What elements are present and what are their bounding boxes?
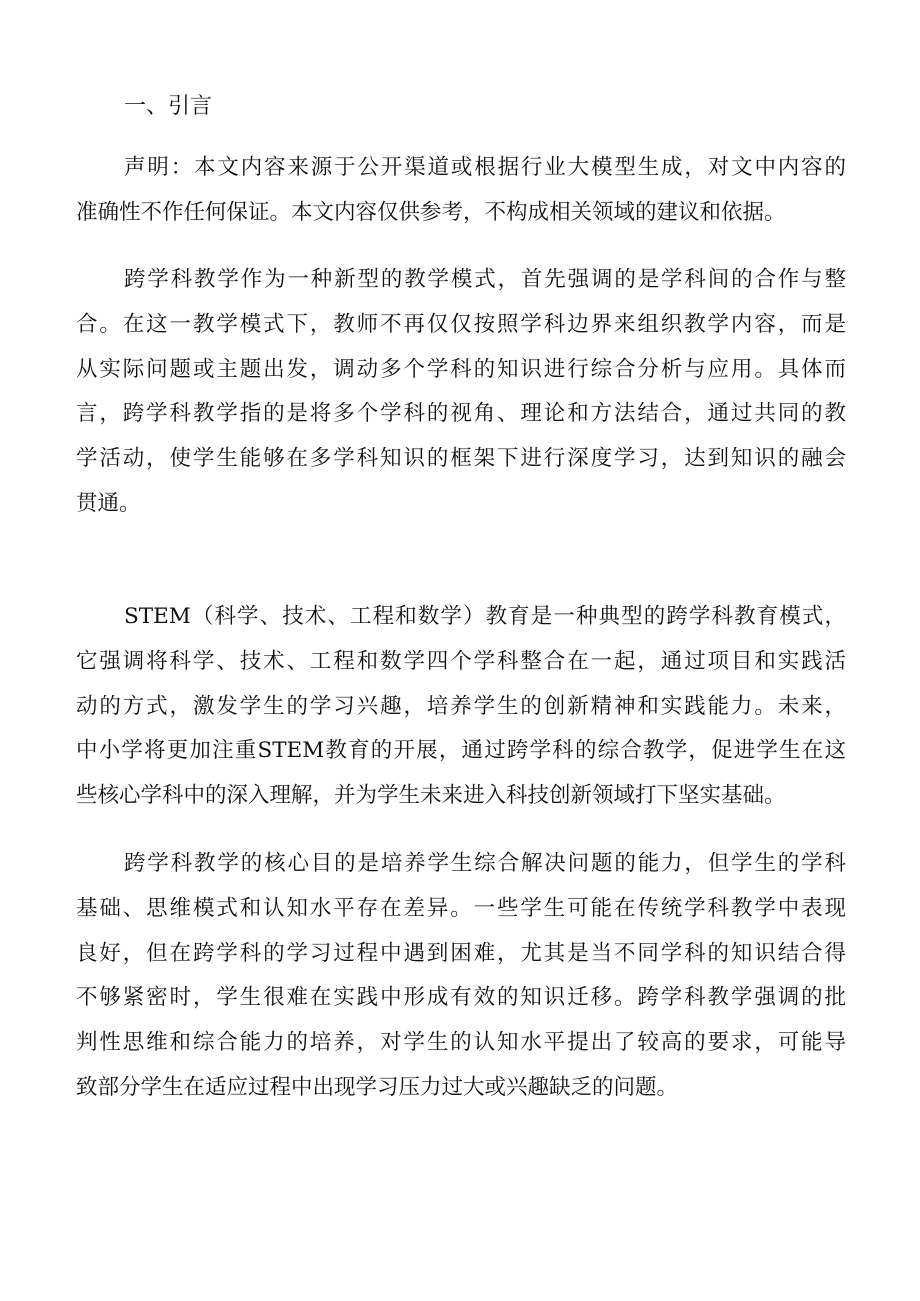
paragraph-line: 它强调将科学、技术、工程和数学四个学科整合在一起，通过项目和实践活: [76, 648, 846, 674]
paragraph-line: 不够紧密时，学生很难在实践中形成有效的知识迁移。跨学科教学强调的批: [76, 985, 846, 1011]
paragraph-line: 动的方式，激发学生的学习兴趣，培养学生的创新精神和实践能力。未来，: [76, 693, 846, 719]
paragraph-line: 贯通。: [76, 490, 141, 516]
paragraph-line: 中小学将更加注重STEM教育的开展，通过跨学科的综合教学，促进学生在这: [76, 738, 846, 764]
paragraph-stem: [76, 595, 846, 819]
paragraph-line: 基础、思维模式和认知水平存在差异。一些学生可能在传统学科教学中表现: [76, 895, 846, 921]
paragraph-challenges: [76, 842, 846, 1111]
paragraph-line: 跨学科教学作为一种新型的教学模式，首先强调的是学科间的合作与整: [124, 267, 846, 292]
paragraph-disclaimer: [76, 146, 846, 236]
paragraph-definition: [76, 258, 846, 527]
paragraph-line: 些核心学科中的深入理解，并为学生未来进入科技创新领域打下坚实基础。: [76, 783, 786, 809]
section-heading: 一、引言: [124, 94, 213, 119]
paragraph-line: 准确性不作任何保证。本文内容仅供参考，不构成相关领域的建议和依据。: [76, 199, 786, 225]
paragraph-line: 判性思维和综合能力的培养，对学生的认知水平提出了较高的要求，可能导: [76, 1030, 846, 1056]
paragraph-line: 声明：本文内容来源于公开渠道或根据行业大模型生成，对文中内容的: [124, 155, 846, 180]
paragraph-line: STEM（科学、技术、工程和数学）教育是一种典型的跨学科教育模式，: [124, 604, 846, 629]
paragraph-line: 跨学科教学的核心目的是培养学生综合解决问题的能力，但学生的学科: [124, 851, 846, 876]
paragraph-line: 合。在这一教学模式下，教师不再仅仅按照学科边界来组织教学内容，而是: [76, 311, 846, 337]
paragraph-line: 良好，但在跨学科的学习过程中遇到困难，尤其是当不同学科的知识结合得: [76, 940, 846, 966]
paragraph-line: 学活动，使学生能够在多学科知识的框架下进行深度学习，达到知识的融会: [76, 446, 846, 472]
paragraph-line: 言，跨学科教学指的是将多个学科的视角、理论和方法结合，通过共同的教: [76, 401, 846, 427]
paragraph-line: 从实际问题或主题出发，调动多个学科的知识进行综合分析与应用。具体而: [76, 356, 846, 382]
paragraph-line: 致部分学生在适应过程中出现学习压力过大或兴趣缺乏的问题。: [76, 1074, 679, 1100]
